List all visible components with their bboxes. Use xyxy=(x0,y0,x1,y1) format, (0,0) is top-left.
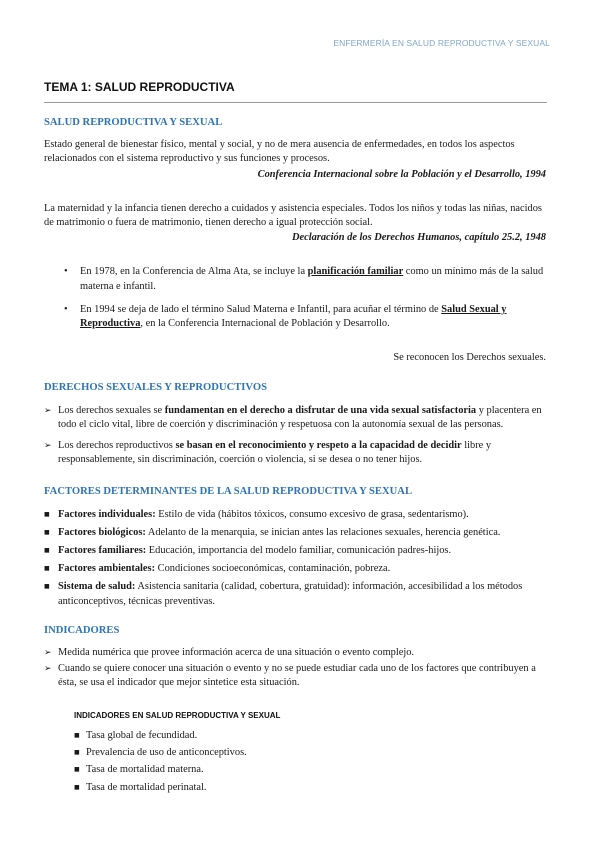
document-body xyxy=(44,116,546,798)
history-list xyxy=(44,265,546,331)
list-item: ■ Factores biológicos: Adelanto de la menarquia, se inician antes las relaciones sexuales, herencia genética. xyxy=(44,526,546,540)
citation-human-rights: Declaración de los Derechos Humanos, capítulo 25.2, 1948 xyxy=(292,232,546,244)
definition-paragraph: Estado general de bienestar físico, mental y social, y no de mera ausencia de enfermedades, en todos los aspectos relacionados con el sistema reproductivo y sus funciones y procesos. xyxy=(44,139,515,165)
factors-list xyxy=(44,508,546,609)
rights-paragraph: La maternidad y la infancia tienen derecho a cuidados y asistencia especiales. Todos los niños y todas las niñas, nacidos de matrimonio o fuera de matrimonio, tienen derecho a igual protección social. xyxy=(44,202,542,229)
list-item: ➢ Los derechos reproductivos se basan en el reconocimiento y respeto a la capacidad de decidir libre y responsablemente, sin discriminación, coerción o violencia, si se desea o no tener hijos. xyxy=(44,439,546,467)
section-heading-factores: FACTORES DETERMINANTES DE LA SALUD REPRODUCTIVA Y SEXUAL xyxy=(44,486,413,498)
section-heading-derechos: DERECHOS SEXUALES Y REPRODUCTIVOS xyxy=(44,382,267,394)
section-heading-salud: SALUD REPRODUCTIVA Y SEXUAL xyxy=(44,117,223,128)
list-item: ■ Factores ambientales: Condiciones socioeconómicas, contaminación, pobreza. xyxy=(44,562,546,576)
list-item: ➢ Los derechos sexuales se fundamentan en el derecho a disfrutar de una vida sexual satisfactoria y placentera en todo el ciclo vital, libre de coerción y discriminación y respetuosa con la autonomía sexual de las personas. xyxy=(44,404,546,432)
rights-list xyxy=(44,404,546,468)
list-item: • En 1994 se deja de lado el término Salud Materna e Infantil, para acuñar el término de Salud Sexual y Reproductiva, en la Conferencia Internacional de Población y Desarrollo. xyxy=(44,303,546,331)
list-item: ■ Tasa de mortalidad perinatal. xyxy=(44,781,546,795)
indicators-definition-list xyxy=(44,646,546,691)
list-item: ■ Factores familiares: Educación, importancia del modelo familiar, comunicación padres-hijos. xyxy=(44,544,546,558)
list-item: ■ Sistema de salud: Asistencia sanitaria (calidad, cobertura, gratuidad): información, accesibilidad a los métodos anticonceptivos, técnicas preventivas. xyxy=(44,580,546,608)
list-item: ■ Factores individuales: Estilo de vida (hábitos tóxicos, consumo excesivo de grasa, sedentarismo). xyxy=(44,508,546,522)
running-header: ENFERMERÍA EN SALUD REPRODUCTIVA Y SEXUAL xyxy=(333,38,550,48)
list-item: ➢ Cuando se quiere conocer una situación o evento y no se puede estudiar cada uno de los factores que contribuyen a ésta, se usa el indicador que mejor sintetice esta situación. xyxy=(44,662,546,690)
list-item: • En 1978, en la Conferencia de Alma Ata, se incluye la planificación familiar como un mínimo más de la salud materna e infantil. xyxy=(44,265,546,293)
page-title: TEMA 1: SALUD REPRODUCTIVA xyxy=(44,80,235,94)
title-divider xyxy=(44,102,547,103)
rights-note: Se reconocen los Derechos sexuales. xyxy=(393,352,546,364)
list-item: ■ Tasa global de fecundidad. xyxy=(44,729,546,743)
citation-conference: Conferencia Internacional sobre la Población y el Desarrollo, 1994 xyxy=(257,168,546,180)
section-heading-indicadores: INDICADORES xyxy=(44,624,120,636)
list-item: ■ Tasa de mortalidad materna. xyxy=(44,763,546,777)
indicators-subheading: INDICADORES EN SALUD REPRODUCTIVA Y SEXUAL xyxy=(74,710,281,720)
list-item: ➢ Medida numérica que provee información acerca de una situación o evento complejo. xyxy=(44,646,546,660)
list-item: ■ Prevalencia de uso de anticonceptivos. xyxy=(44,746,546,760)
indicators-list xyxy=(44,729,546,795)
